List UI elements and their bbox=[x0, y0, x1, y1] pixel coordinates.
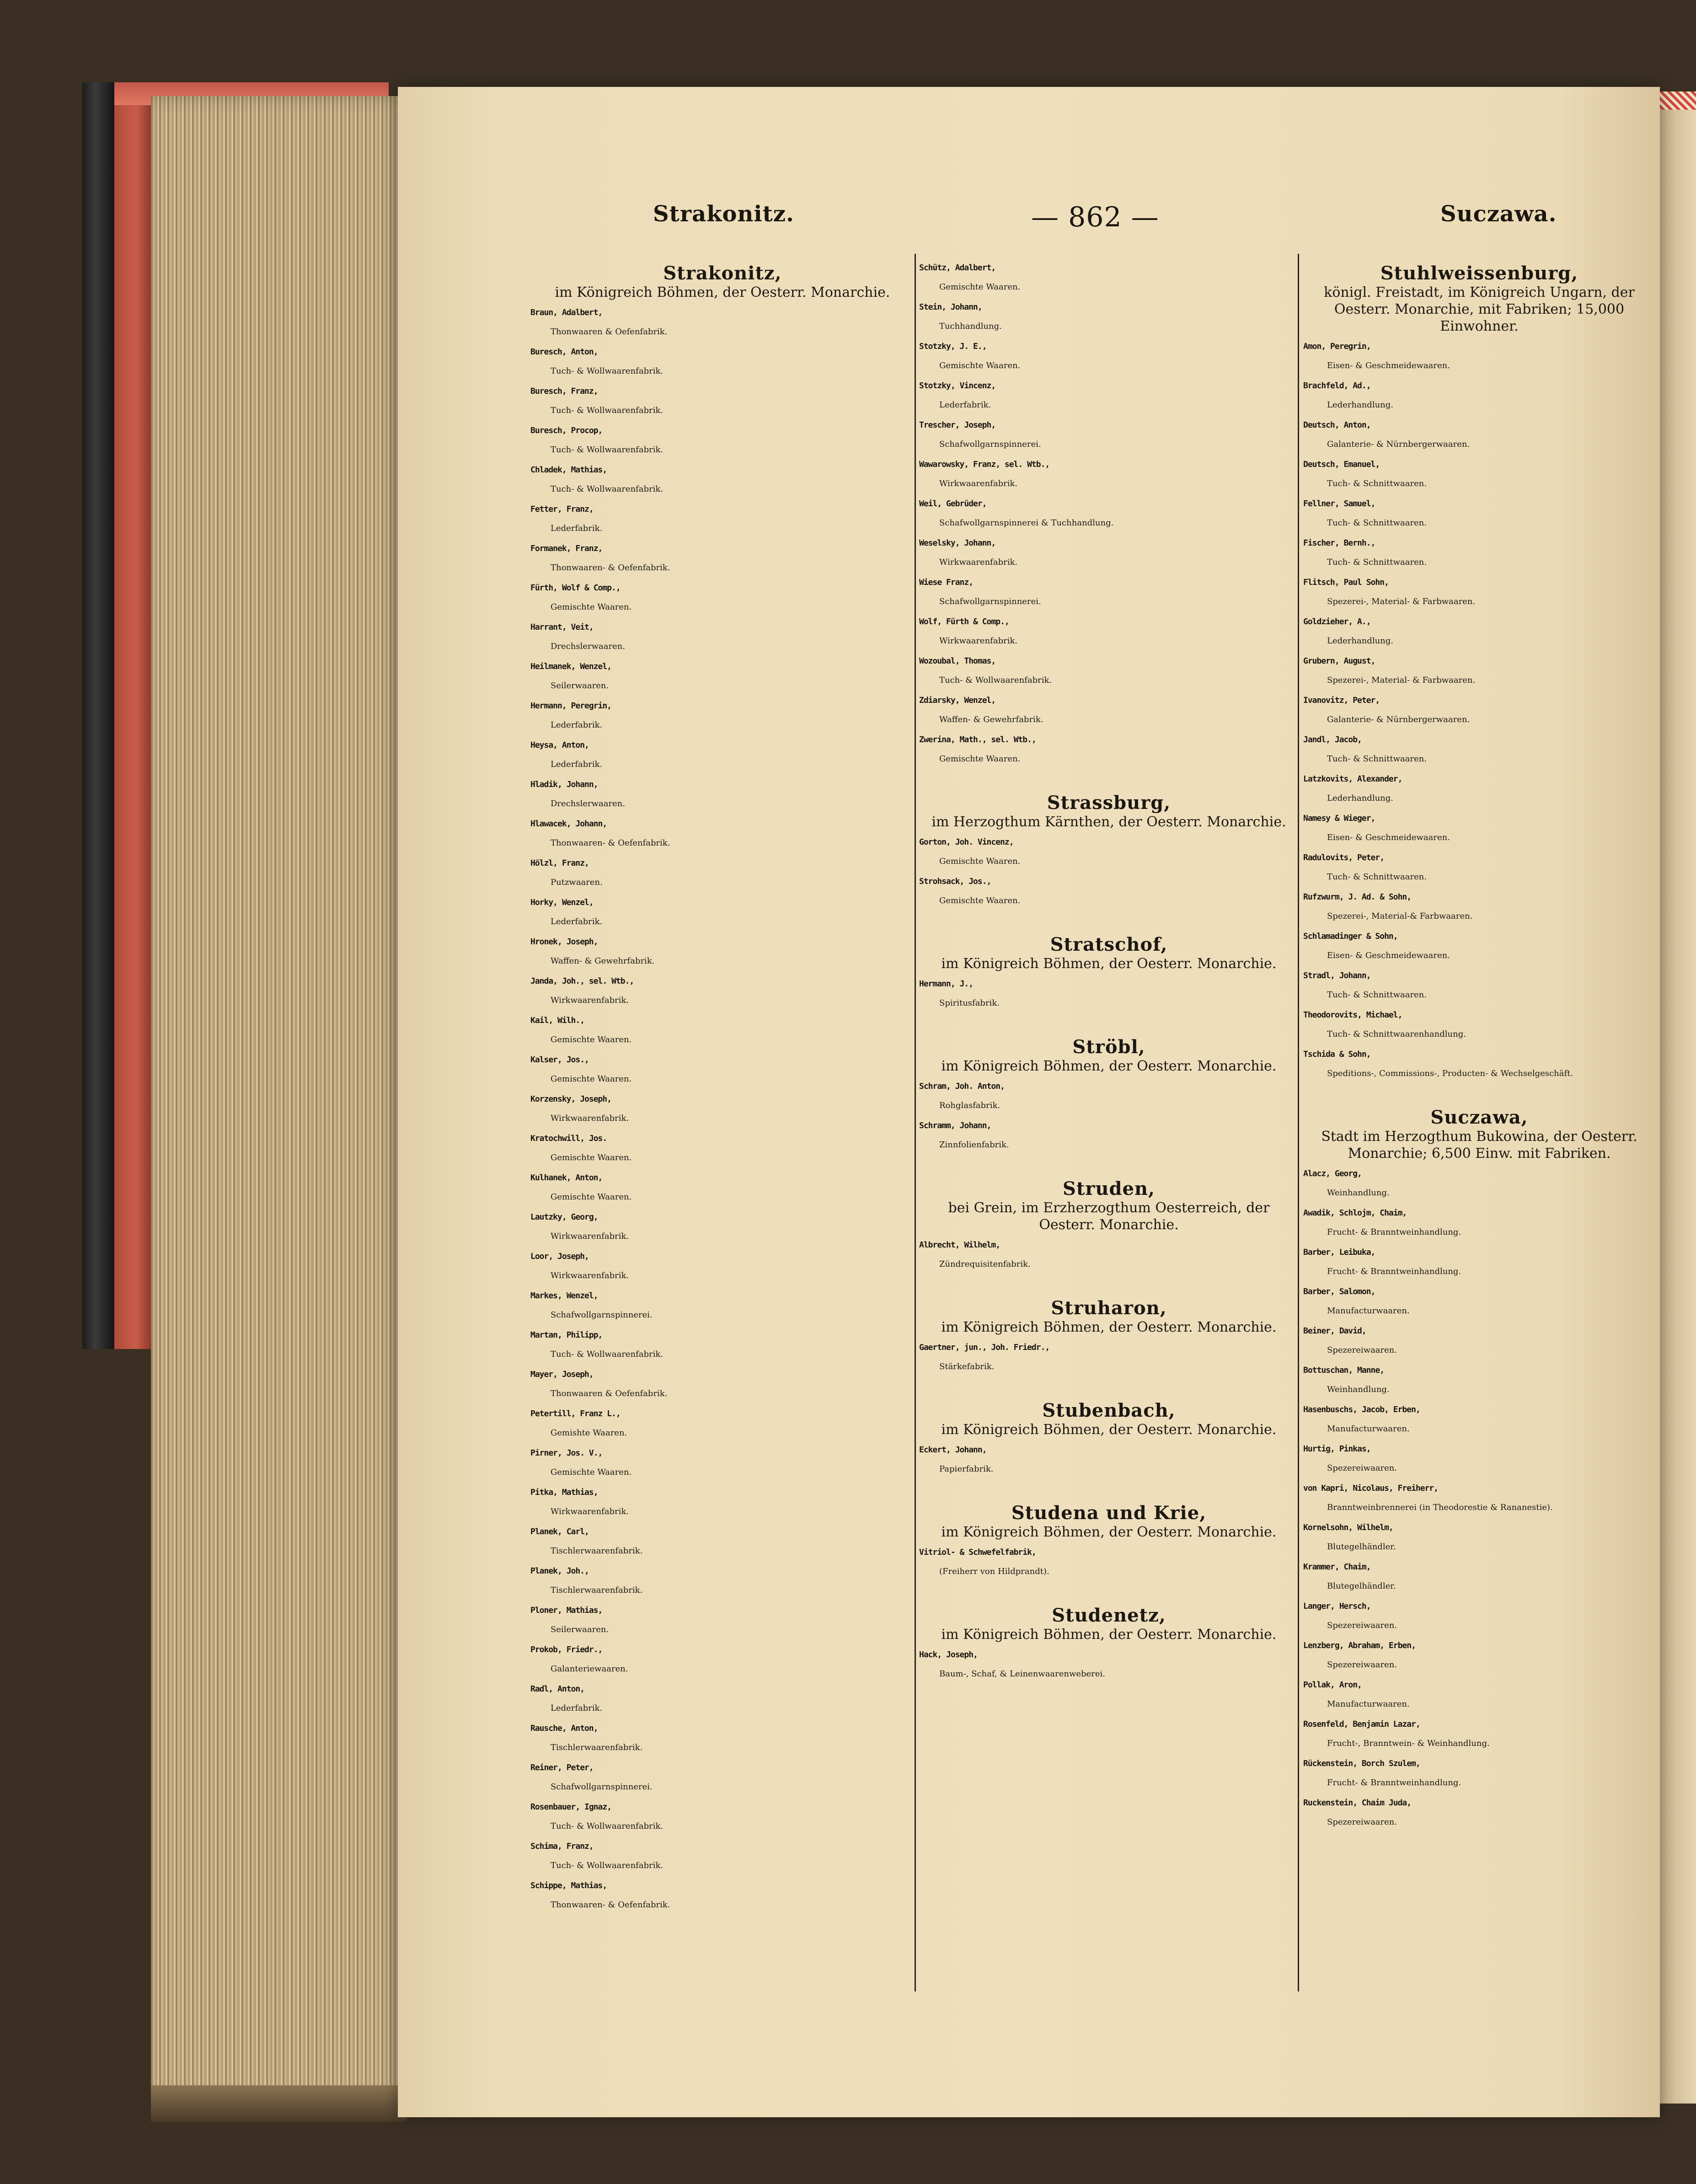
entry-name: Formanek, Franz, bbox=[530, 544, 603, 553]
entry-trade: Blutegelhändler. bbox=[1327, 1542, 1396, 1552]
entry-name: Rausche, Anton, bbox=[530, 1724, 598, 1733]
entry-trade: Spezereiwaaren. bbox=[1327, 1621, 1397, 1630]
entry-trade: Wirkwaarenfabrik. bbox=[551, 1231, 629, 1241]
entry-name: Vitriol- & Schwefelfabrik, bbox=[919, 1547, 1036, 1557]
entry-name: Hermann, Peregrin, bbox=[530, 701, 612, 711]
entry-name: Stein, Johann, bbox=[919, 302, 982, 312]
entry-name: Goldzieher, A., bbox=[1303, 617, 1371, 626]
entry-trade: Galanterie- & Nürnbergerwaaren. bbox=[1327, 439, 1470, 449]
entry-name: von Kapri, Nicolaus, Freiherr, bbox=[1303, 1483, 1439, 1493]
entry-trade: Stärkefabrik. bbox=[939, 1362, 995, 1371]
entry-trade: Zinnfolienfabrik. bbox=[939, 1140, 1009, 1150]
entry-name: Heilmanek, Wenzel, bbox=[530, 662, 612, 671]
town-description: im Königreich Böhmen, der Oesterr. Monarchie. bbox=[941, 1524, 1277, 1540]
entry-name: Awadik, Schlojm, Chaim, bbox=[1303, 1208, 1407, 1218]
entry-name: Horky, Wenzel, bbox=[530, 898, 594, 907]
entry-name: Hack, Joseph, bbox=[919, 1650, 978, 1659]
section-gap bbox=[919, 1273, 1299, 1291]
entry-name: Pirner, Jos. V., bbox=[530, 1448, 603, 1458]
town-description: im Königreich Böhmen, der Oesterr. Monarchie. bbox=[941, 1422, 1277, 1438]
entry-name: Hasenbuschs, Jacob, Erben, bbox=[1303, 1405, 1420, 1414]
entry-trade: Thonwaaren- & Oefenfabrik. bbox=[551, 1900, 670, 1910]
entry-name: Fischer, Bernh., bbox=[1303, 538, 1375, 548]
entry-trade: Speditions-, Commissions-, Producten- & Wechselgeschäft. bbox=[1327, 1069, 1573, 1078]
entry-trade: Lederfabrik. bbox=[551, 524, 603, 533]
entry-trade: Wirkwaarenfabrik. bbox=[939, 479, 1018, 488]
entry-trade: Baum-, Schaf, & Leinenwaarenweberei. bbox=[939, 1669, 1105, 1679]
town-heading: Studenetz, bbox=[1052, 1605, 1166, 1626]
entry-name: Ruckenstein, Chaim Juda, bbox=[1303, 1798, 1412, 1808]
entry-trade: Frucht- & Branntweinhandlung. bbox=[1327, 1267, 1461, 1276]
entry-trade: Tuch- & Schnittwaaren. bbox=[1327, 872, 1427, 882]
entry-trade: Thonwaaren- & Oefenfabrik. bbox=[551, 563, 670, 573]
entry-trade: Eisen- & Geschmeidewaaren. bbox=[1327, 361, 1450, 370]
entry-name: Buresch, Franz, bbox=[530, 386, 598, 396]
entry-name: Barber, Salomon, bbox=[1303, 1287, 1375, 1296]
entry-name: Weselsky, Johann, bbox=[919, 538, 996, 548]
entry-trade: Tuch- & Schnittwaarenhandlung. bbox=[1327, 1029, 1466, 1039]
entry-trade: Drechslerwaaren. bbox=[551, 799, 626, 808]
town-description: im Herzogthum Kärnthen, der Oesterr. Monarchie. bbox=[931, 814, 1286, 830]
town-heading: Stuhlweissenburg, bbox=[1380, 262, 1578, 284]
entry-name: Ivanovitz, Peter, bbox=[1303, 696, 1380, 705]
entry-trade: Eisen- & Geschmeidewaaren. bbox=[1327, 951, 1450, 960]
entry-trade: Spiritusfabrik. bbox=[939, 998, 1000, 1008]
entry-name: Chladek, Mathias, bbox=[530, 465, 607, 475]
entry-trade: Schafwollgarnspinnerei. bbox=[939, 439, 1041, 449]
entry-trade: Galanterie- & Nürnbergerwaaren. bbox=[1327, 715, 1470, 724]
entry-name: Loor, Joseph, bbox=[530, 1252, 589, 1261]
book-spine bbox=[82, 82, 114, 1349]
entry-trade: Waffen- & Gewehrfabrik. bbox=[939, 715, 1043, 724]
entry-name: Eckert, Johann, bbox=[919, 1445, 987, 1455]
entry-trade: Gemischte Waaren. bbox=[551, 602, 632, 612]
entry-name: Schippe, Mathias, bbox=[530, 1881, 607, 1890]
facing-page-edge bbox=[1660, 91, 1696, 2104]
entry-name: Hladik, Johann, bbox=[530, 780, 598, 789]
town-heading: Strassburg, bbox=[1047, 792, 1171, 814]
entry-name: Reiner, Peter, bbox=[530, 1763, 594, 1772]
entry-name: Albrecht, Wilhelm, bbox=[919, 1240, 1000, 1250]
entry-name: Barber, Leibuka, bbox=[1303, 1247, 1375, 1257]
entry-name: Schütz, Adalbert, bbox=[919, 263, 996, 273]
entry-name: Langer, Hersch, bbox=[1303, 1601, 1371, 1611]
section-gap bbox=[919, 1375, 1299, 1393]
entry-name: Janda, Joh., sel. Wtb., bbox=[530, 976, 634, 986]
entry-trade: Schafwollgarnspinnerei. bbox=[551, 1310, 653, 1320]
entry-trade: Spezereiwaaren. bbox=[1327, 1660, 1397, 1670]
entry-name: Wawarowsky, Franz, sel. Wtb., bbox=[919, 460, 1050, 469]
section-gap bbox=[919, 1153, 1299, 1172]
entry-name: Lautzky, Georg, bbox=[530, 1212, 598, 1222]
entry-name: Weil, Gebrüder, bbox=[919, 499, 987, 509]
entry-trade: Wirkwaarenfabrik. bbox=[551, 1113, 629, 1123]
entry-name: Lenzberg, Abraham, Erben, bbox=[1303, 1641, 1416, 1650]
entry-trade: Tuch- & Schnittwaaren. bbox=[1327, 990, 1427, 1000]
entry-name: Namesy & Wieger, bbox=[1303, 814, 1375, 823]
entry-trade: Frucht-, Branntwein- & Weinhandlung. bbox=[1327, 1739, 1490, 1748]
entry-trade: Tuch- & Wollwaarenfabrik. bbox=[939, 675, 1052, 685]
entry-trade: Manufacturwaaren. bbox=[1327, 1424, 1410, 1434]
entry-name: Hölzl, Franz, bbox=[530, 858, 589, 868]
entry-trade: Schafwollgarnspinnerei. bbox=[939, 597, 1041, 606]
entry-trade: Tischlerwaarenfabrik. bbox=[551, 1546, 643, 1556]
entry-name: Kalser, Jos., bbox=[530, 1055, 589, 1065]
entry-trade: (Freiherr von Hildprandt). bbox=[939, 1567, 1049, 1576]
entry-trade: Tuch- & Wollwaarenfabrik. bbox=[551, 484, 663, 494]
entry-trade: Manufacturwaaren. bbox=[1327, 1306, 1410, 1316]
entry-name: Wozoubal, Thomas, bbox=[919, 656, 996, 666]
entry-name: Fetter, Franz, bbox=[530, 504, 594, 514]
entry-name: Harrant, Veit, bbox=[530, 622, 594, 632]
entry-name: Flitsch, Paul Sohn, bbox=[1303, 578, 1389, 587]
entry-name: Hronek, Joseph, bbox=[530, 937, 598, 947]
entry-name: Brachfeld, Ad., bbox=[1303, 381, 1371, 391]
entry-trade: Lederhandlung. bbox=[1327, 636, 1394, 646]
town-heading: Ströbl, bbox=[1072, 1036, 1145, 1058]
entry-name: Fellner, Samuel, bbox=[1303, 499, 1375, 509]
entry-name: Zwerina, Math., sel. Wtb., bbox=[919, 735, 1036, 744]
entry-trade: Lederfabrik. bbox=[551, 760, 603, 769]
entry-trade: Lederfabrik. bbox=[551, 1703, 603, 1713]
entry-name: Krammer, Chaim, bbox=[1303, 1562, 1371, 1572]
entry-trade: Thonwaaren & Oefenfabrik. bbox=[551, 1389, 668, 1398]
entry-trade: Wirkwaarenfabrik. bbox=[551, 996, 629, 1005]
entry-trade: Seilerwaaren. bbox=[551, 1625, 609, 1634]
entry-trade: Zündrequisitenfabrik. bbox=[939, 1259, 1031, 1269]
page-stack-bottom bbox=[151, 2085, 407, 2122]
entry-name: Ploner, Mathias, bbox=[530, 1606, 603, 1615]
entry-trade: Blutegelhändler. bbox=[1327, 1581, 1396, 1591]
entry-trade: Spezerei-, Material- & Farbwaaren. bbox=[1327, 597, 1476, 606]
entry-name: Gorton, Joh. Vincenz, bbox=[919, 837, 1014, 847]
entry-name: Pitka, Mathias, bbox=[530, 1488, 598, 1497]
entry-name: Kulhanek, Anton, bbox=[530, 1173, 603, 1183]
entry-trade: Gemischte Waaren. bbox=[939, 754, 1021, 764]
entry-name: Petertill, Franz L., bbox=[530, 1409, 621, 1419]
entry-name: Bottuschan, Manne, bbox=[1303, 1365, 1385, 1375]
town-description: im Königreich Böhmen, der Oesterr. Monarchie. bbox=[941, 1627, 1277, 1643]
entry-trade: Wirkwaarenfabrik. bbox=[551, 1507, 629, 1516]
entry-name: Planek, Joh., bbox=[530, 1566, 589, 1576]
column-left bbox=[530, 256, 915, 1913]
entry-trade: Tuch- & Schnittwaaren. bbox=[1327, 479, 1427, 488]
entry-trade: Putzwaaren. bbox=[551, 878, 603, 887]
entry-name: Braun, Adalbert, bbox=[530, 308, 603, 317]
entry-trade: Tischlerwaarenfabrik. bbox=[551, 1743, 643, 1752]
entry-name: Deutsch, Emanuel, bbox=[1303, 460, 1380, 469]
entry-trade: Lederfabrik. bbox=[939, 400, 991, 410]
section-gap bbox=[919, 909, 1299, 927]
entry-name: Stradl, Johann, bbox=[1303, 971, 1371, 980]
entry-trade: Tuch- & Schnittwaaren. bbox=[1327, 557, 1427, 567]
entry-trade: Galanteriewaaren. bbox=[551, 1664, 628, 1674]
town-heading: Struharon, bbox=[1051, 1297, 1167, 1319]
entry-trade: Lederfabrik. bbox=[551, 720, 603, 730]
column-divider bbox=[915, 254, 916, 1991]
town-description: im Königreich Böhmen, der Oesterr. Monarchie. bbox=[941, 1058, 1277, 1074]
entry-trade: Tischlerwaarenfabrik. bbox=[551, 1585, 643, 1595]
entry-name: Prokob, Friedr., bbox=[530, 1645, 603, 1654]
entry-name: Strohsack, Jos., bbox=[919, 877, 991, 886]
entry-trade: Tuchhandlung. bbox=[939, 321, 1002, 331]
entry-name: Martan, Philipp, bbox=[530, 1330, 603, 1340]
entry-trade: Waffen- & Gewehrfabrik. bbox=[551, 956, 655, 966]
entry-name: Buresch, Procop, bbox=[530, 426, 603, 435]
entry-trade: Thonwaaren & Oefenfabrik. bbox=[551, 327, 668, 337]
entry-name: Latzkovits, Alexander, bbox=[1303, 774, 1402, 784]
town-description: königl. Freistadt, im Königreich Ungarn, der Oesterr. Monarchie, mit Fabriken; 15,000 Einwohner. bbox=[1324, 284, 1635, 334]
entry-trade: Spezereiwaaren. bbox=[1327, 1345, 1397, 1355]
entry-name: Markes, Wenzel, bbox=[530, 1291, 598, 1301]
entry-trade: Thonwaaren- & Oefenfabrik. bbox=[551, 838, 670, 848]
entry-trade: Weinhandlung. bbox=[1327, 1385, 1390, 1394]
entry-name: Beiner, David, bbox=[1303, 1326, 1366, 1336]
entry-name: Schram, Joh. Anton, bbox=[919, 1081, 1005, 1091]
entry-trade: Lederhandlung. bbox=[1327, 400, 1394, 410]
entry-name: Grubern, August, bbox=[1303, 656, 1375, 666]
entry-trade: Spezerei-, Material- & Farbwaaren. bbox=[1327, 675, 1476, 685]
entry-name: Heysa, Anton, bbox=[530, 740, 589, 750]
entry-trade: Eisen- & Geschmeidewaaren. bbox=[1327, 833, 1450, 842]
entry-trade: Spezereiwaaren. bbox=[1327, 1817, 1397, 1827]
entry-trade: Gemischte Waaren. bbox=[551, 1467, 632, 1477]
entry-trade: Gemischte Waaren. bbox=[939, 896, 1021, 905]
entry-name: Rosenbauer, Ignaz, bbox=[530, 1802, 612, 1812]
town-heading: Struden, bbox=[1063, 1178, 1155, 1199]
entry-trade: Drechslerwaaren. bbox=[551, 642, 626, 651]
entry-trade: Tuch- & Wollwaarenfabrik. bbox=[551, 366, 663, 376]
entry-trade: Wirkwaarenfabrik. bbox=[551, 1271, 629, 1280]
entry-trade: Frucht- & Branntweinhandlung. bbox=[1327, 1778, 1461, 1788]
town-heading: Strakonitz, bbox=[663, 262, 782, 284]
entry-trade: Spezerei-, Material-& Farbwaaren. bbox=[1327, 911, 1473, 921]
town-description: Stadt im Herzogthum Bukowina, der Oesterr. Monarchie; 6,500 Einw. mit Fabriken. bbox=[1321, 1129, 1637, 1162]
entry-name: Amon, Peregrin, bbox=[1303, 342, 1371, 351]
page-number: — 862 — bbox=[1031, 201, 1159, 233]
entry-name: Trescher, Joseph, bbox=[919, 420, 996, 430]
section-gap bbox=[919, 767, 1299, 786]
entry-name: Stotzky, Vincenz, bbox=[919, 381, 996, 391]
entry-trade: Schafwollgarnspinnerei. bbox=[551, 1782, 653, 1792]
section-gap bbox=[919, 1580, 1299, 1598]
entry-trade: Tuch- & Wollwaarenfabrik. bbox=[551, 406, 663, 415]
entry-trade: Gemischte Waaren. bbox=[551, 1074, 632, 1084]
entry-trade: Frucht- & Branntweinhandlung. bbox=[1327, 1227, 1461, 1237]
entry-name: Deutsch, Anton, bbox=[1303, 420, 1371, 430]
section-gap bbox=[919, 1477, 1299, 1496]
entry-name: Korzensky, Joseph, bbox=[530, 1094, 612, 1104]
entry-name: Schlamadinger & Sohn, bbox=[1303, 931, 1398, 941]
entry-trade: Gemischte Waaren. bbox=[551, 1192, 632, 1202]
entry-trade: Gemischte Waaren. bbox=[939, 282, 1021, 292]
town-description: bei Grein, im Erzherzogthum Oesterreich, der Oesterr. Monarchie. bbox=[948, 1200, 1270, 1233]
running-header-right: Suczawa. bbox=[1440, 201, 1557, 227]
town-heading: Stratschof, bbox=[1050, 934, 1168, 955]
column-right bbox=[1303, 256, 1655, 1831]
entry-name: Hurtig, Pinkas, bbox=[1303, 1444, 1371, 1454]
entry-trade: Lederhandlung. bbox=[1327, 793, 1394, 803]
entry-trade: Wirkwaarenfabrik. bbox=[939, 557, 1018, 567]
town-heading: Studena und Krie, bbox=[1011, 1502, 1207, 1524]
entry-trade: Lederfabrik. bbox=[551, 917, 603, 926]
entry-name: Rufzwurm, J. Ad. & Sohn, bbox=[1303, 892, 1412, 902]
entry-trade: Weinhandlung. bbox=[1327, 1188, 1390, 1198]
entry-name: Fürth, Wolf & Comp., bbox=[530, 583, 621, 593]
entry-trade: Gemischte Waaren. bbox=[939, 361, 1021, 370]
page-stack bbox=[151, 96, 407, 2108]
entry-trade: Manufacturwaaren. bbox=[1327, 1699, 1410, 1709]
entry-trade: Schafwollgarnspinnerei & Tuchhandlung. bbox=[939, 518, 1114, 528]
entry-name: Wiese Franz, bbox=[919, 578, 974, 587]
entry-trade: Gemishte Waaren. bbox=[551, 1428, 627, 1438]
entry-trade: Tuch- & Wollwaarenfabrik. bbox=[551, 1861, 663, 1870]
entry-name: Pollak, Aron, bbox=[1303, 1680, 1362, 1690]
entry-name: Radl, Anton, bbox=[530, 1684, 585, 1694]
entry-name: Kornelsohn, Wilhelm, bbox=[1303, 1523, 1393, 1532]
entry-name: Radulovits, Peter, bbox=[1303, 853, 1385, 862]
entry-name: Stotzky, J. E., bbox=[919, 342, 987, 351]
entry-trade: Rohglasfabrik. bbox=[939, 1101, 1000, 1110]
entry-trade: Gemischte Waaren. bbox=[551, 1035, 632, 1044]
entry-trade: Papierfabrik. bbox=[939, 1464, 994, 1474]
entry-name: Zdiarsky, Wenzel, bbox=[919, 696, 996, 705]
entry-name: Alacz, Georg, bbox=[1303, 1169, 1362, 1178]
entry-trade: Branntweinbrennerei (in Theodorestie & Rananestie). bbox=[1327, 1503, 1553, 1512]
entry-name: Rückenstein, Borch Szulem, bbox=[1303, 1759, 1420, 1768]
entry-name: Kratochwill, Jos. bbox=[530, 1134, 607, 1143]
entry-name: Gaertner, jun., Joh. Friedr., bbox=[919, 1343, 1050, 1352]
entry-name: Tschida & Sohn, bbox=[1303, 1049, 1371, 1059]
section-gap bbox=[919, 1012, 1299, 1030]
book-cover bbox=[114, 82, 151, 1349]
town-heading: Suczawa, bbox=[1430, 1107, 1528, 1128]
entry-name: Schramm, Johann, bbox=[919, 1121, 991, 1130]
entry-trade: Tuch- & Wollwaarenfabrik. bbox=[551, 1349, 663, 1359]
entry-trade: Seilerwaaren. bbox=[551, 681, 609, 691]
town-description: im Königreich Böhmen, der Oesterr. Monarchie. bbox=[941, 1319, 1277, 1335]
entry-name: Hermann, J., bbox=[919, 979, 974, 989]
entry-name: Hlawacek, Johann, bbox=[530, 819, 607, 829]
section-gap bbox=[1303, 1082, 1655, 1100]
entry-name: Schima, Franz, bbox=[530, 1841, 594, 1851]
entry-trade: Tuch- & Schnittwaaren. bbox=[1327, 754, 1427, 764]
entry-trade: Wirkwaarenfabrik. bbox=[939, 636, 1018, 646]
entry-trade: Tuch- & Schnittwaaren. bbox=[1327, 518, 1427, 528]
entry-name: Kail, Wilh., bbox=[530, 1016, 585, 1025]
entry-trade: Tuch- & Wollwaarenfabrik. bbox=[551, 445, 663, 455]
town-description: im Königreich Böhmen, der Oesterr. Monarchie. bbox=[555, 284, 890, 300]
entry-name: Mayer, Joseph, bbox=[530, 1370, 594, 1379]
entry-trade: Gemischte Waaren. bbox=[551, 1153, 632, 1162]
running-header-left: Strakonitz. bbox=[653, 201, 794, 227]
entry-name: Planek, Carl, bbox=[530, 1527, 589, 1536]
entry-trade: Gemischte Waaren. bbox=[939, 856, 1021, 866]
entry-trade: Tuch- & Wollwaarenfabrik. bbox=[551, 1821, 663, 1831]
town-description: im Königreich Böhmen, der Oesterr. Monarchie. bbox=[941, 956, 1277, 972]
entry-name: Theodorovits, Michael, bbox=[1303, 1010, 1402, 1020]
entry-name: Jandl, Jacob, bbox=[1303, 735, 1362, 744]
town-heading: Stubenbach, bbox=[1042, 1400, 1176, 1421]
entry-name: Rosenfeld, Benjamin Lazar, bbox=[1303, 1719, 1420, 1729]
entry-name: Buresch, Anton, bbox=[530, 347, 598, 357]
column-middle bbox=[919, 256, 1299, 1682]
entry-name: Wolf, Fürth & Comp., bbox=[919, 617, 1009, 626]
entry-trade: Spezereiwaaren. bbox=[1327, 1463, 1397, 1473]
